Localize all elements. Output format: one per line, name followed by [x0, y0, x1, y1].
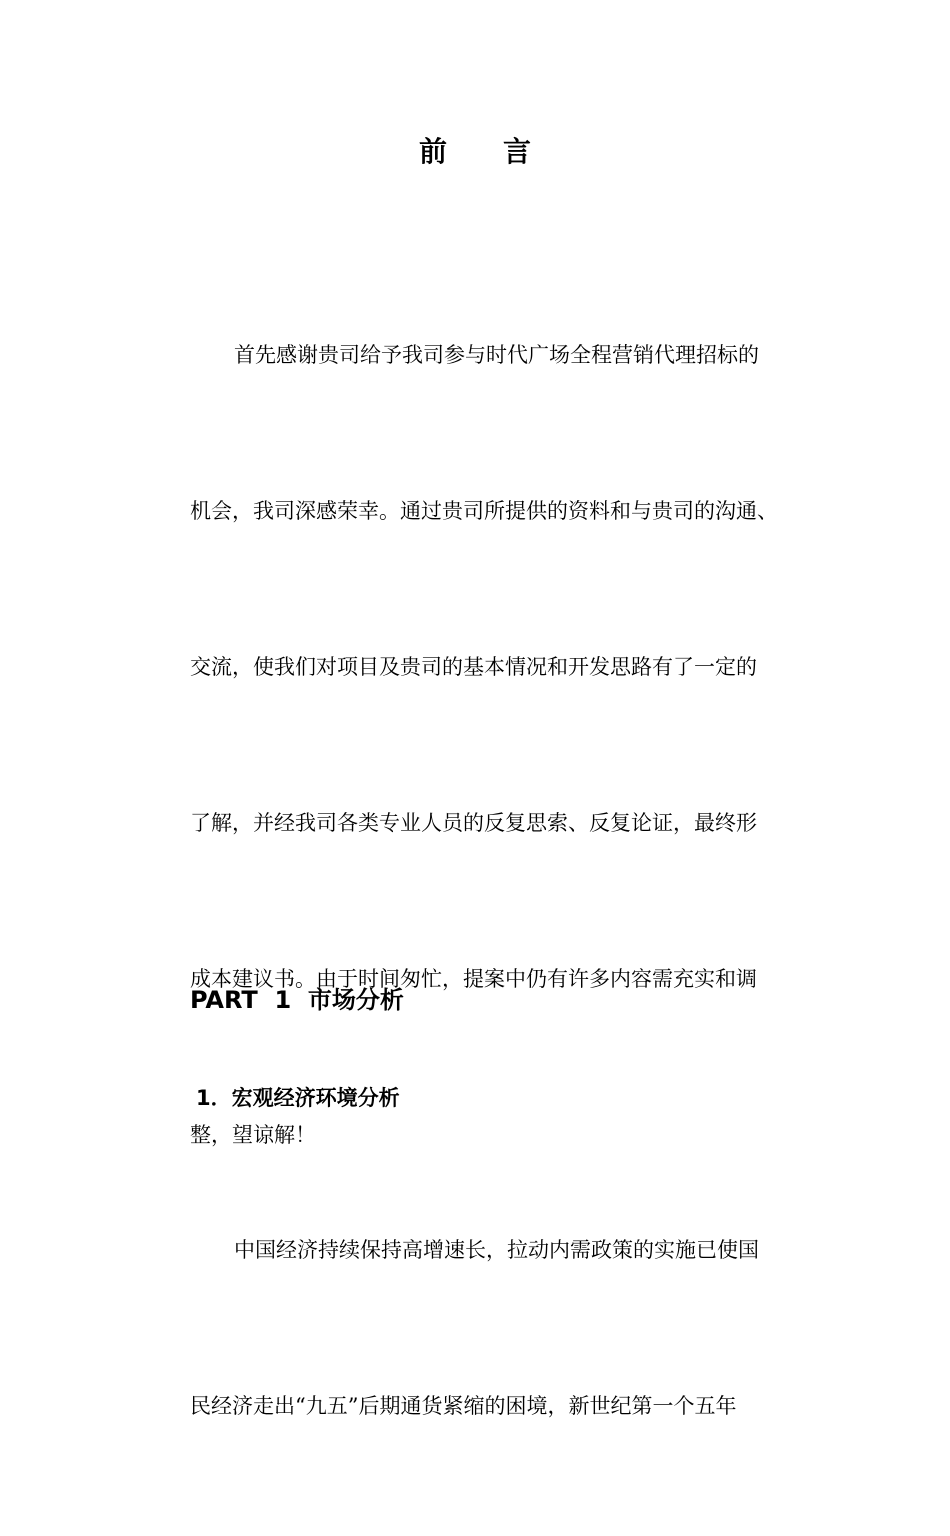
preface-title-char-2: 言: [503, 135, 532, 168]
section-line: 中国经济持续保持高增速长，拉动内需政策的实施已使国: [234, 1238, 759, 1262]
preface-line: 机会，我司深感荣幸。通过贵司所提供的资料和与贵司的沟通、: [190, 499, 778, 523]
preface-line: 整，望谅解！: [190, 1123, 316, 1147]
preface-title-char-1: 前: [418, 135, 447, 168]
preface-line: 了解，并经我司各类专业人员的反复思索、反复论证，最终形: [190, 811, 757, 835]
preface-line: 首先感谢贵司给予我司参与时代广场全程营销代理招标的: [234, 343, 759, 367]
section-paragraph: [190, 1120, 830, 1536]
preface-line: 成本建议书。由于时间匆忙，提案中仍有许多内容需充实和调: [190, 967, 757, 991]
preface-title: [0, 130, 950, 170]
part-heading: PART 1 市场分析: [190, 986, 404, 1014]
section-line: 民经济走出“九五”后期通货紧缩的困境，新世纪第一个五年: [190, 1394, 737, 1418]
section-heading: 1．宏观经济环境分析: [196, 1086, 400, 1110]
preface-line: 交流，使我们对项目及贵司的基本情况和开发思路有了一定的: [190, 655, 757, 679]
